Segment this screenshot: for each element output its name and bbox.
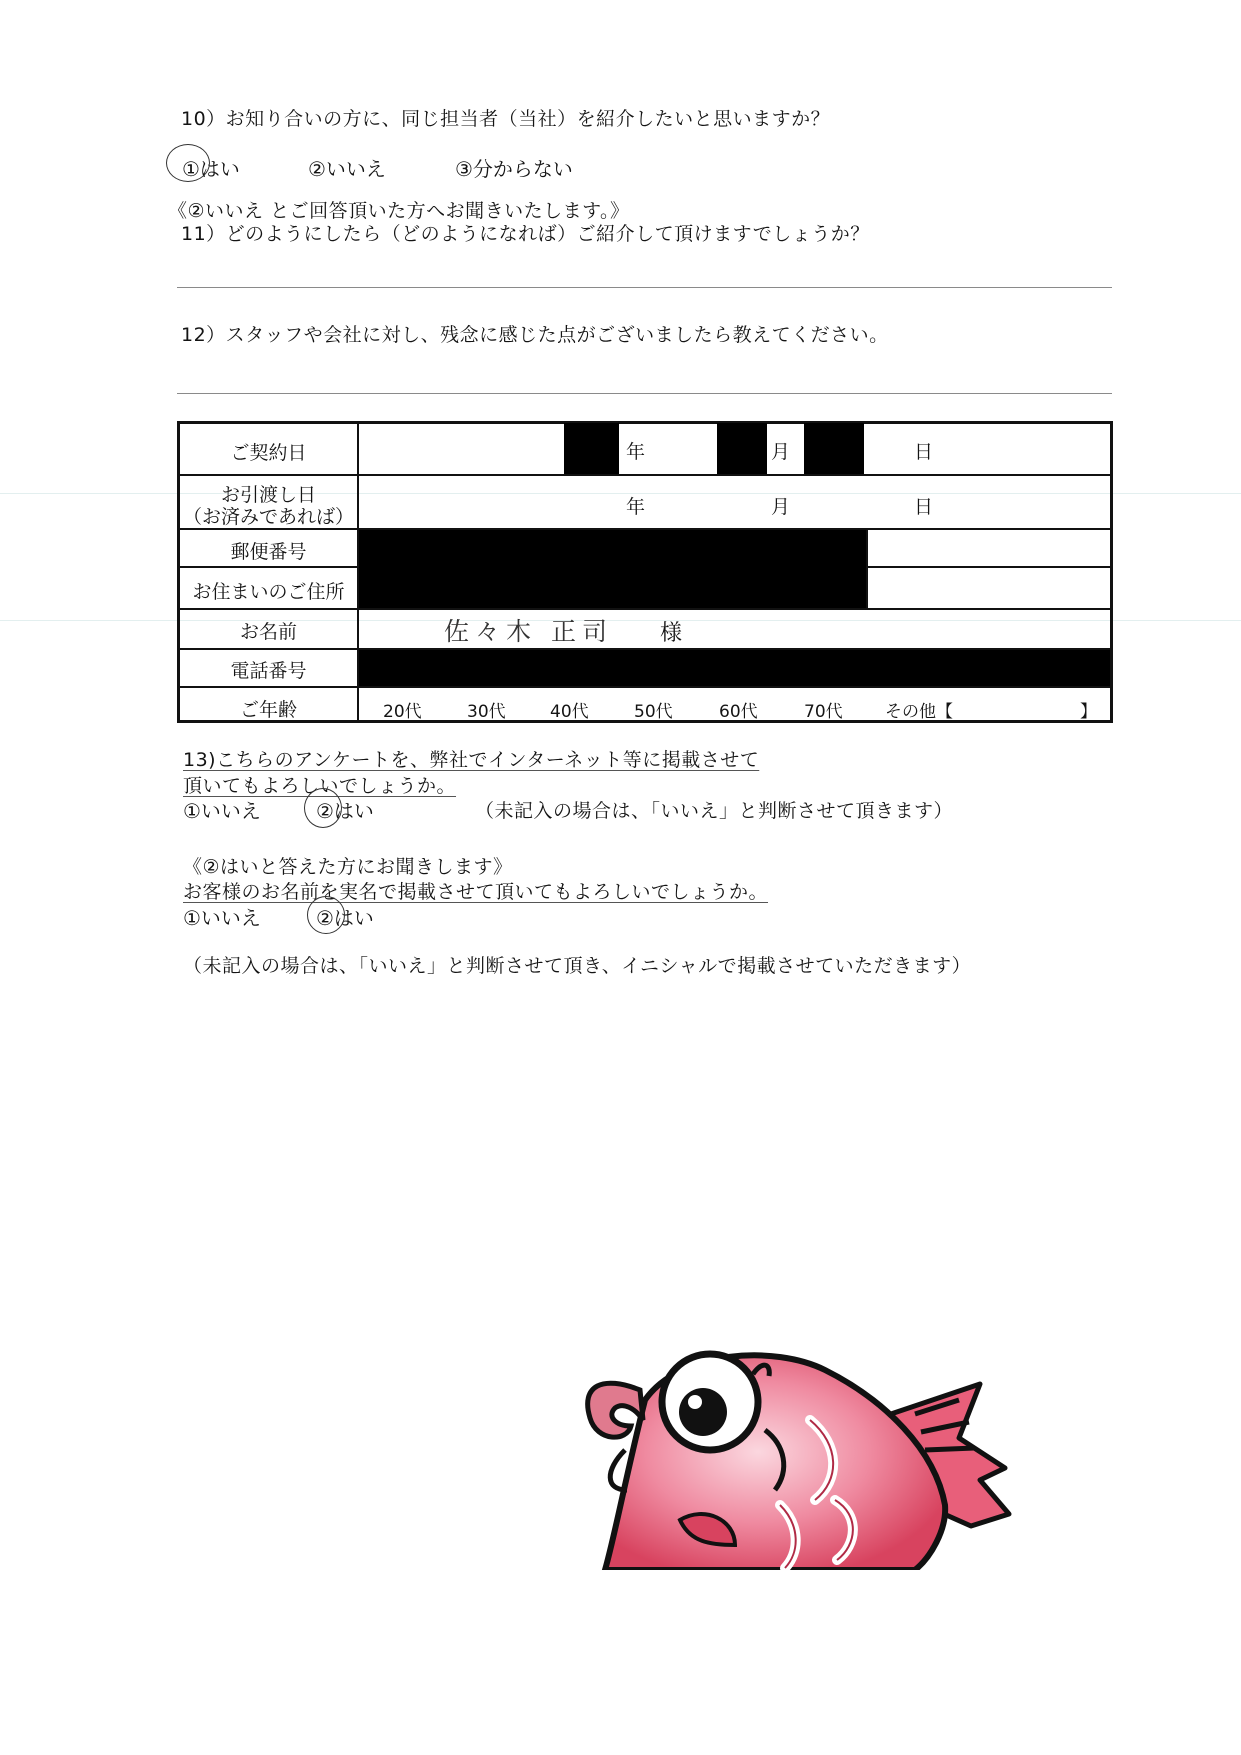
age-option-other-close: 】 <box>1080 702 1097 722</box>
handover-year: 年 <box>626 496 646 518</box>
q13-line1: 13)こちらのアンケートを、弊社でインターネット等に掲載させて <box>183 749 760 771</box>
age-option[interactable]: 60代 <box>719 702 758 722</box>
q13b-note: 《②はいと答えた方にお聞きします》 <box>183 856 513 878</box>
contract-year: 年 <box>626 441 646 463</box>
contract-day: 日 <box>914 441 934 463</box>
address-label: お住まいのご住所 <box>192 581 345 603</box>
honorific: 様 <box>660 621 683 646</box>
q10-option-unsure[interactable]: ③分からない <box>455 157 573 181</box>
contract-month: 月 <box>771 441 791 463</box>
redaction <box>564 423 619 474</box>
q13b-option-no[interactable]: ①いいえ <box>183 906 261 930</box>
q10-option-no[interactable]: ②いいえ <box>308 157 386 181</box>
phone-label: 電話番号 <box>230 660 307 682</box>
selection-circle <box>307 896 345 934</box>
selection-circle <box>166 144 210 182</box>
contract-date-label: ご契約日 <box>230 442 307 464</box>
handover-date-label: お引渡し日 <box>220 484 316 506</box>
redaction <box>359 650 1110 686</box>
handover-month: 月 <box>771 496 791 518</box>
name-label: お名前 <box>239 621 297 643</box>
q13-line2: 頂いてもよろしいでしょうか。 <box>183 775 457 797</box>
q11-note: 《②いいえ とご回答頂いた方へお聞きいたします。》 <box>168 200 630 222</box>
q13b-question: お客様のお名前を実名で掲載させて頂いてもよろしいでしょうか。 <box>183 881 769 903</box>
age-option[interactable]: 70代 <box>804 702 843 722</box>
q10-option-yes[interactable]: ①はい <box>182 157 240 181</box>
redaction <box>804 423 864 474</box>
customer-name-handwritten: 佐々木 正司 <box>444 617 613 646</box>
handover-date-sublabel: （お済みであれば） <box>182 506 354 528</box>
selection-circle <box>304 788 342 828</box>
q12-text: 12）スタッフや会社に対し、残念に感じた点がございましたら教えてください。 <box>181 324 889 346</box>
redaction <box>717 423 767 474</box>
q12-answer-line[interactable] <box>177 393 1112 394</box>
q11-answer-line[interactable] <box>177 287 1112 288</box>
q13-option-yes[interactable]: ②はい <box>316 799 374 823</box>
fish-mascot-illustration <box>585 1330 1025 1570</box>
q11-text: 11）どのようにしたら（どのようになれば）ご紹介して頂けますでしょうか？ <box>181 223 870 245</box>
age-option[interactable]: 30代 <box>467 702 506 722</box>
q13-option-no[interactable]: ①いいえ <box>183 799 261 823</box>
age-option[interactable]: 20代 <box>383 702 422 722</box>
age-option[interactable]: 40代 <box>550 702 589 722</box>
handover-day: 日 <box>914 496 934 518</box>
postal-code-label: 郵便番号 <box>230 541 307 563</box>
age-label: ご年齢 <box>239 699 297 721</box>
q13b-option-yes[interactable]: ②はい <box>316 906 374 930</box>
q13-note: （未記入の場合は、「いいえ」と判断させて頂きます） <box>475 800 954 822</box>
age-option-other[interactable]: その他【 <box>885 702 953 722</box>
q10-text: 10）お知り合いの方に、同じ担当者（当社）を紹介したいと思いますか？ <box>181 108 831 130</box>
age-option[interactable]: 50代 <box>634 702 673 722</box>
redaction <box>359 530 866 608</box>
q13b-footer: （未記入の場合は、「いいえ」と判断させて頂き、イニシャルで掲載させていただきます） <box>183 955 972 977</box>
